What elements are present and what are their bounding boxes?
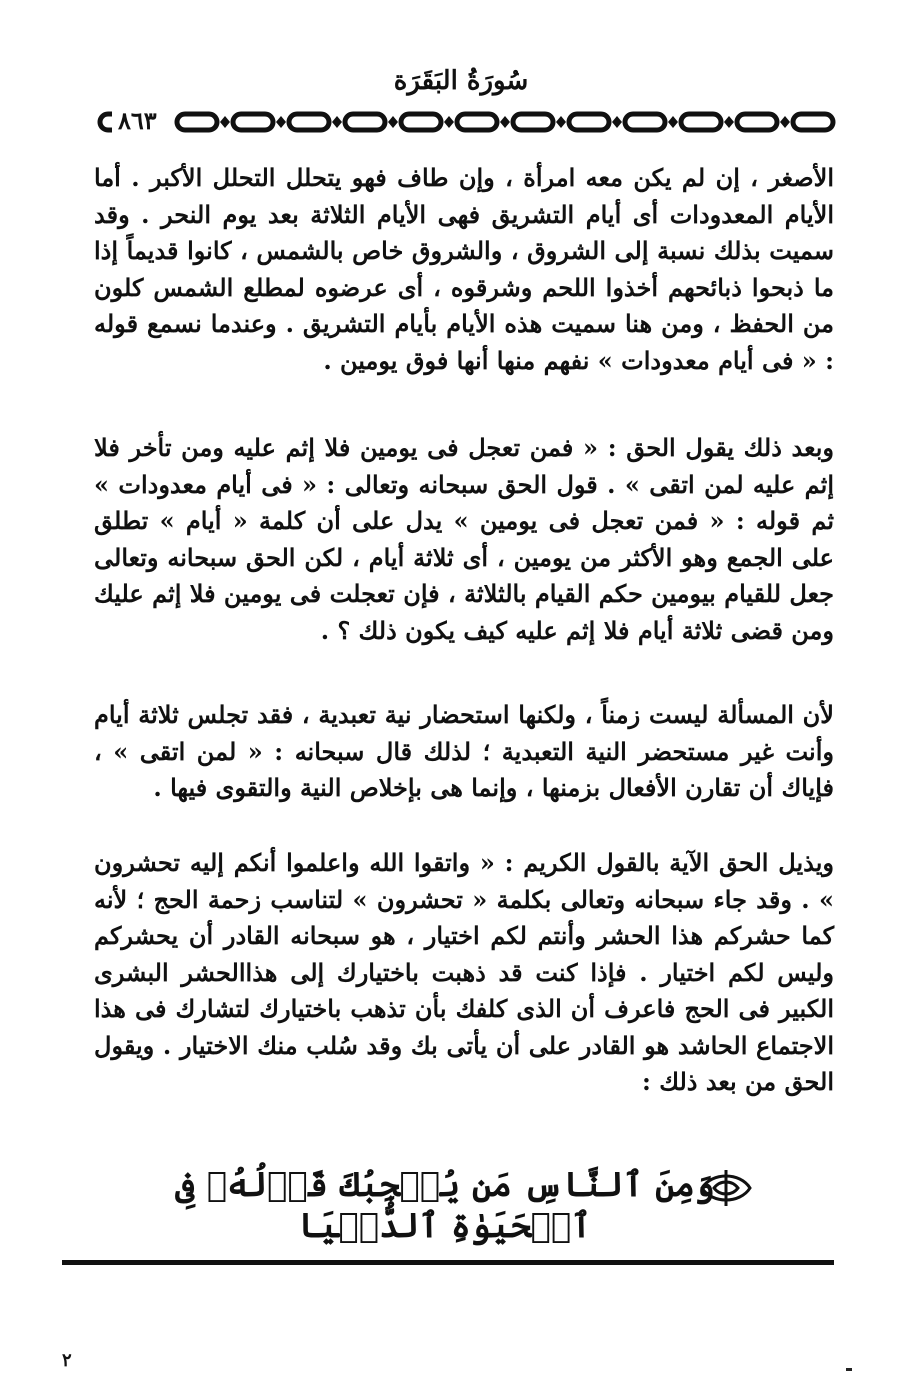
paragraph-1: الأصغر ، إن لم يكن معه امرأة ، وإن طاف فهو يتحلل التحلل الأكبر . أما الأيام المعدودات أى أيام التشريق فهى الأيام الثلاثة بعد يوم النحر . وقد سميت بذلك نسبة إلى الشروق ، والشروق خاص بالشمس ، كانوا قديماً إذا ما ذبحوا ذبائحهم أخذوا اللحم وشرقوه ، أى عرضوه لمطلع الشمس كلون من الحفظ ، ومن هنا سميت هذه الأيام بأيام التشريق . وعندما نسمع قوله : « فى أيام معدودات » نفهم منها أنها فوق يومين . xyxy=(94,163,834,375)
quran-verse: وَمِنَ ٱلنَّاسِ مَن يُعۡجِبُكَ قَوۡلُهُۥ فِى ٱلۡحَيَوٰةِ ٱلدُّنۡيَا xyxy=(175,1165,715,1246)
header-ornament-band xyxy=(95,104,840,140)
corner-dot xyxy=(846,1368,852,1371)
footer-rule xyxy=(62,1260,834,1265)
paragraph-3: لأن المسألة ليست زمناً ، ولكنها استحضار نية تعبدية ، فقد تجلس ثلاثة أيام وأنت غير مستحضر النية التعبدية ؛ لذلك قال سبحانه : « لمن اتقى » ، فإياك أن تقارن الأفعال بزمنها ، وإنما هى بإخلاص النية والتقوى فيها . xyxy=(94,700,834,802)
page-number: ٨٦٣ xyxy=(112,106,163,135)
surah-title: سُورَةُ البَقَرَة xyxy=(393,66,529,96)
paragraph-4: ويذيل الحق الآية بالقول الكريم : « واتقوا الله واعلموا أنكم إليه تحشرون » . وقد جاء سبحانه وتعالى بكلمة « تحشرون » لتناسب زحمة الحج ؛ لأنه كما حشركم هذا الحشر وأنتم لكم اختيار ، هو سبحانه القادر أن يحشركم وليس لكم اختيار . فإذا كنت قد ذهبت باختيارك إلى هذاالحشر البشرى الكبير فى الحج فاعرف أن الذى كلفك بأن تذهب باختيارك لتشارك فى هذا الاجتماع الحاشد هو القادر على أن يأتى بك وقد سُلب منك الاختيار . ويقول الحق من بعد ذلك : xyxy=(94,848,834,1096)
paragraph-2: وبعد ذلك يقول الحق : « فمن تعجل فى يومين فلا إثم عليه ومن تأخر فلا إثم عليه لمن اتقى » . قول الحق سبحانه وتعالى : « فى أيام معدودات » ثم قوله : « فمن تعجل فى يومين » يدل على أن كلمة « أيام » تطلق على الجمع وهو الأكثر من يومين ، أى ثلاثة أيام ، لكن الحق سبحانه وتعالى جعل للقيام بيومين حكم القيام بالثلاثة ، فإن تعجلت فى يومين فلا إثم عليك ومن قضى ثلاثة أيام فلا إثم عليه كيف يكون ذلك ؟ . xyxy=(94,433,834,645)
corner-mark: ٢ xyxy=(62,1350,72,1371)
